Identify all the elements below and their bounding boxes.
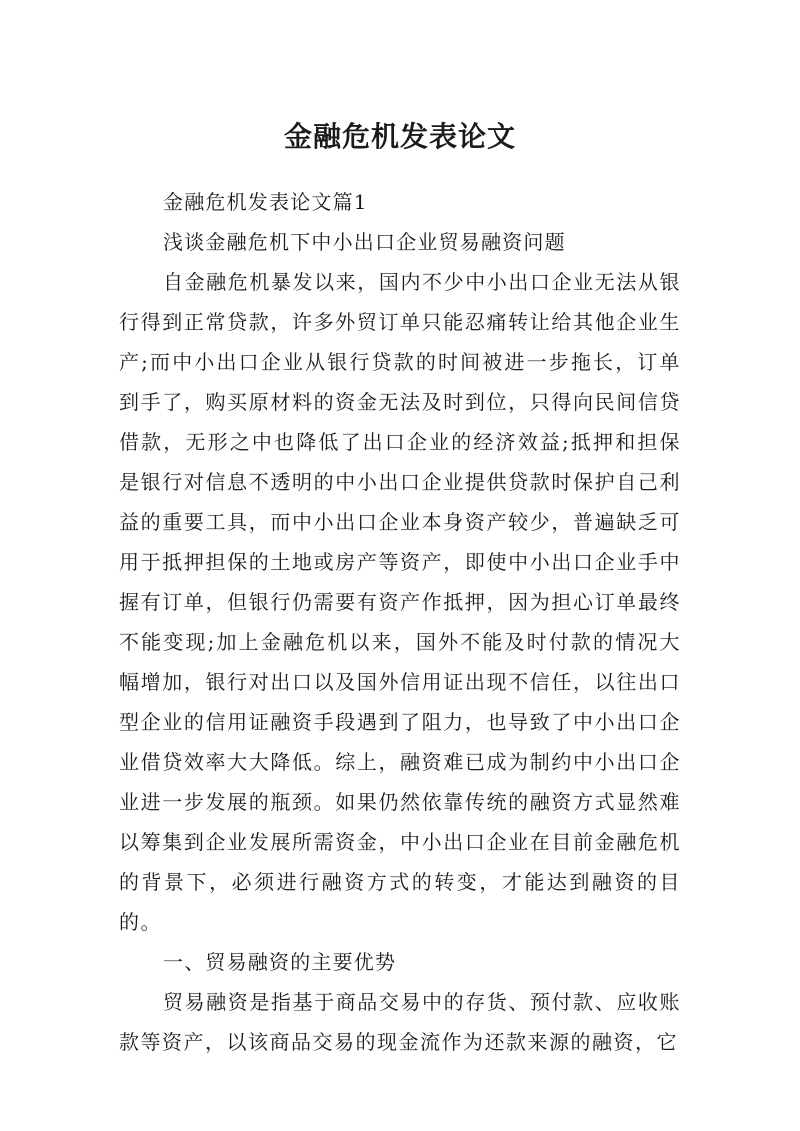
document-body	[119, 182, 681, 1062]
document-title: 金融危机发表论文	[283, 119, 516, 153]
section-heading: 金融危机发表论文篇1	[163, 190, 368, 214]
subsection-heading: 一、贸易融资的主要优势	[163, 950, 397, 974]
article-subtitle: 浅谈金融危机下中小出口企业贸易融资问题	[163, 230, 566, 254]
body-paragraph: 贸易融资是指基于商品交易中的存货、预付款、应收账款等资产，以该商品交易的现金流作为还款来源的融资，它	[119, 990, 681, 1054]
body-paragraph: 自金融危机暴发以来，国内不少中小出口企业无法从银行得到正常贷款，许多外贸订单只能忍痛转让给其他企业生产;而中小出口企业从银行贷款的时间被进一步拖长，订单到手了，购买原材料的资金无法及时到位，只得向民间信贷借款，无形之中也降低了出口企业的经济效益;抵押和担保是银行对信息不透明的中小出口企业提供贷款时保护自己利益的重要工具，而中小出口企业本身资产较少，普遍缺乏可用于抵押担保的土地或房产等资产，即使中小出口企业手中握有订单，但银行仍需要有资产作抵押，因为担心订单最终不能变现;加上金融危机以来，国外不能及时付款的情况大幅增加，银行对出口以及国外信用证出现不信任，以往出口型企业的信用证融资手段遇到了阻力，也导致了中小出口企业借贷效率大大降低。综上，融资难已成为制约中小出口企业进一步发展的瓶颈。如果仍然依靠传统的融资方式显然难以筹集到企业发展所需资金，中小出口企业在目前金融危机的背景下，必须进行融资方式的转变，才能达到融资的目的。	[119, 270, 681, 934]
